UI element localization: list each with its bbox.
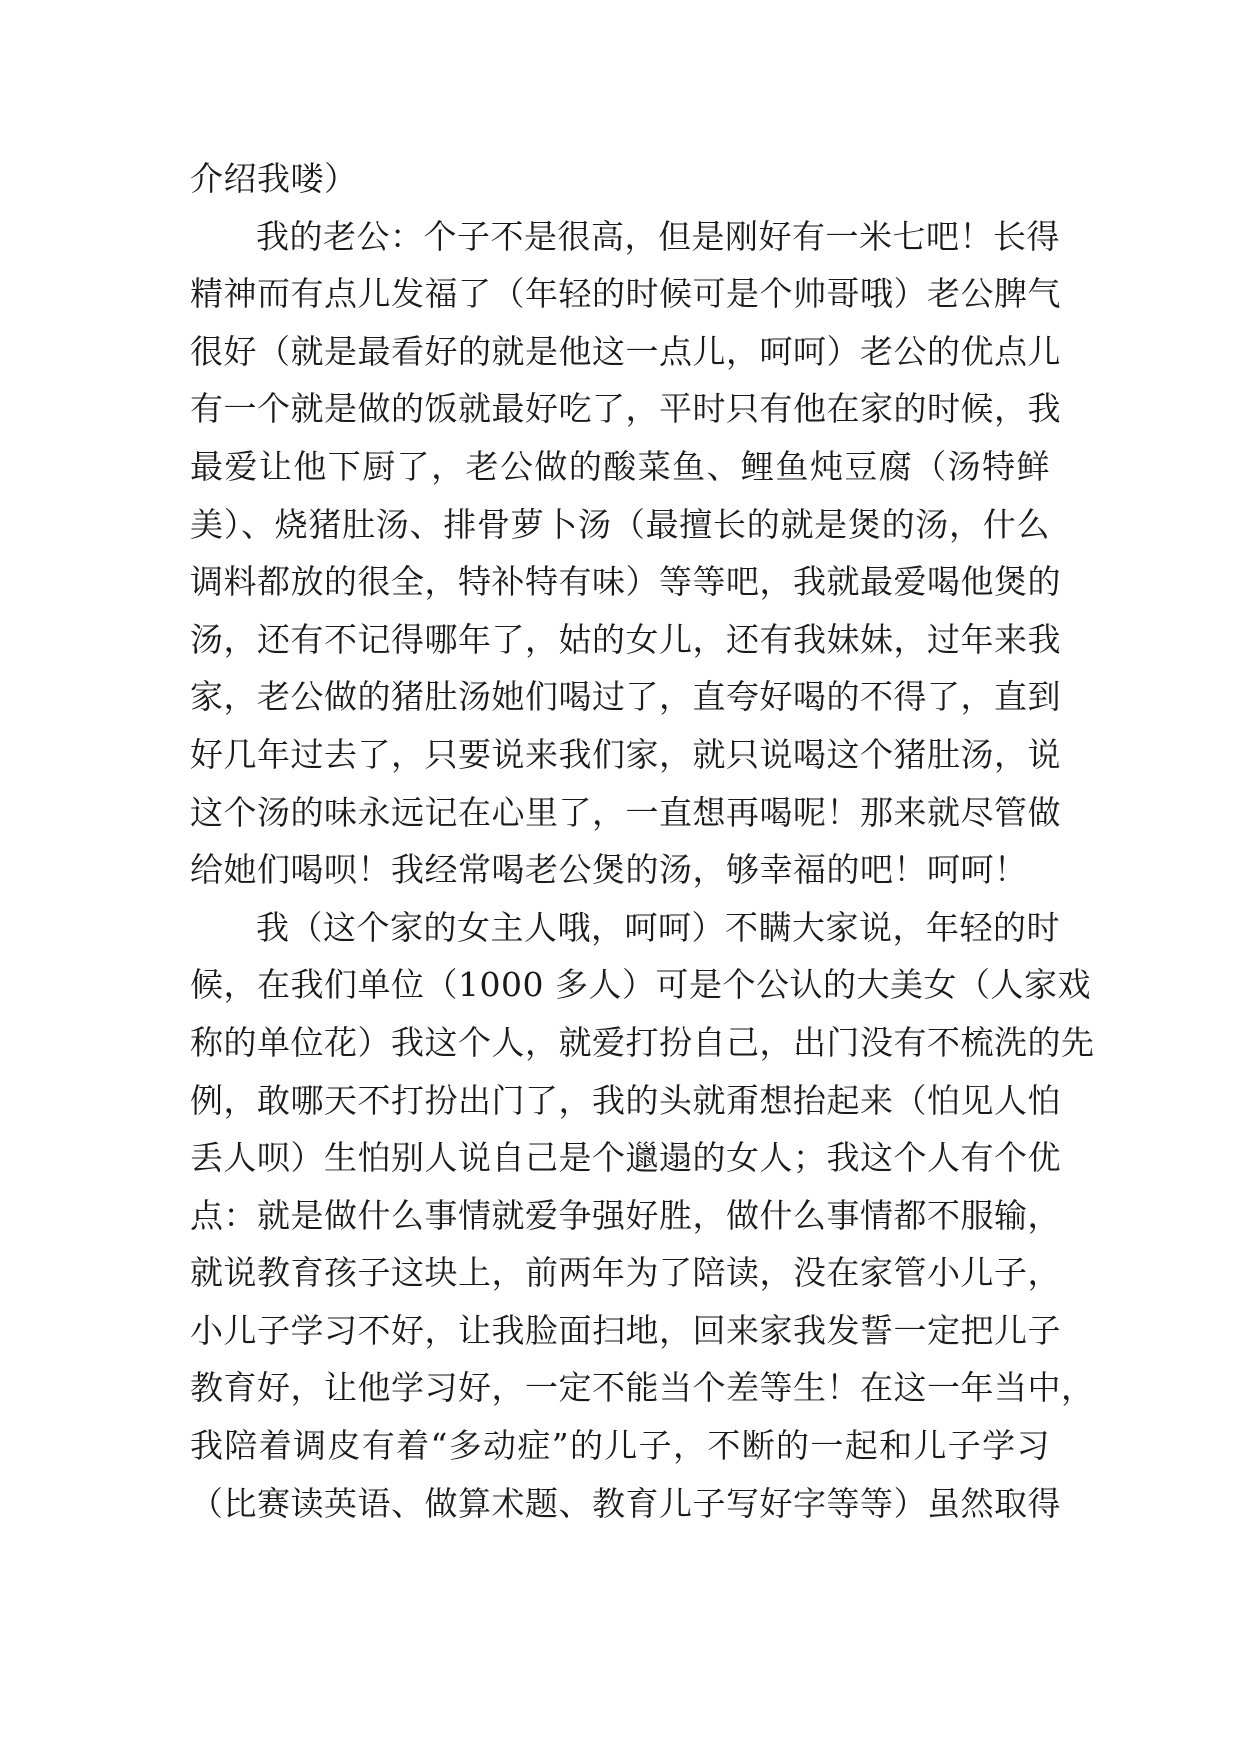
body-text	[190, 150, 1095, 1532]
text-line: 这个汤的味永远记在心里了，一直想再喝呢！那来就尽管做	[190, 792, 1061, 832]
text-line: 丢人呗）生怕别人说自己是个邋遢的女人；我这个人有个优	[190, 1138, 1061, 1178]
text-line: 汤，还有不记得哪年了，姑的女儿，还有我妹妹，过年来我	[190, 619, 1061, 659]
text-line: 点：就是做什么事情就爱争强好胜，做什么事情都不服输，	[190, 1195, 1061, 1235]
text-line: 介绍我喽）	[190, 159, 358, 198]
text-line: 我的老公：个子不是很高，但是刚好有一米七吧！长得	[256, 216, 1060, 256]
text-line: 我（这个家的女主人哦，呵呵）不瞒大家说，年轻的时	[256, 907, 1060, 947]
text-line: 美）、烧猪肚汤、排骨萝卜汤（最擅长的就是煲的汤，什么	[190, 504, 1050, 544]
text-line: 调料都放的很全，特补特有味）等等吧，我就最爱喝他煲的	[190, 562, 1061, 602]
text-line: 候，在我们单位（1000 多人）可是个公认的大美女（人家戏	[190, 965, 1091, 1005]
text-line: 教育好，让他学习好，一定不能当个差等生！在这一年当中，	[190, 1368, 1095, 1408]
text-line: 家，老公做的猪肚汤她们喝过了，直夸好喝的不得了，直到	[190, 677, 1061, 717]
text-line: （比赛读英语、做算术题、教育儿子写好字等等）虽然取得	[190, 1483, 1061, 1523]
text-line: 给她们喝呗！我经常喝老公煲的汤，够幸福的吧！呵呵！	[190, 850, 1028, 890]
text-line: 我陪着调皮有着“多动症”的儿子，不断的一起和儿子学习	[190, 1426, 1050, 1466]
text-line: 例，敢哪天不打扮出门了，我的头就甭想抬起来（怕见人怕	[190, 1080, 1061, 1120]
text-line: 有一个就是做的饭就最好吃了，平时只有他在家的时候，我	[190, 389, 1061, 429]
text-line: 很好（就是最看好的就是他这一点儿，呵呵）老公的优点儿	[190, 331, 1061, 371]
text-line: 就说教育孩子这块上，前两年为了陪读，没在家管小儿子，	[190, 1253, 1061, 1293]
text-line: 小儿子学习不好，让我脸面扫地，回来家我发誓一定把儿子	[190, 1310, 1061, 1350]
text-line: 好几年过去了，只要说来我们家，就只说喝这个猪肚汤，说	[190, 734, 1061, 774]
text-line: 最爱让他下厨了，老公做的酸菜鱼、鲤鱼炖豆腐（汤特鲜	[190, 446, 1050, 486]
text-line: 称的单位花）我这个人，就爱打扮自己，出门没有不梳洗的先	[190, 1022, 1095, 1062]
text-line: 精神而有点儿发福了（年轻的时候可是个帅哥哦）老公脾气	[190, 274, 1061, 314]
